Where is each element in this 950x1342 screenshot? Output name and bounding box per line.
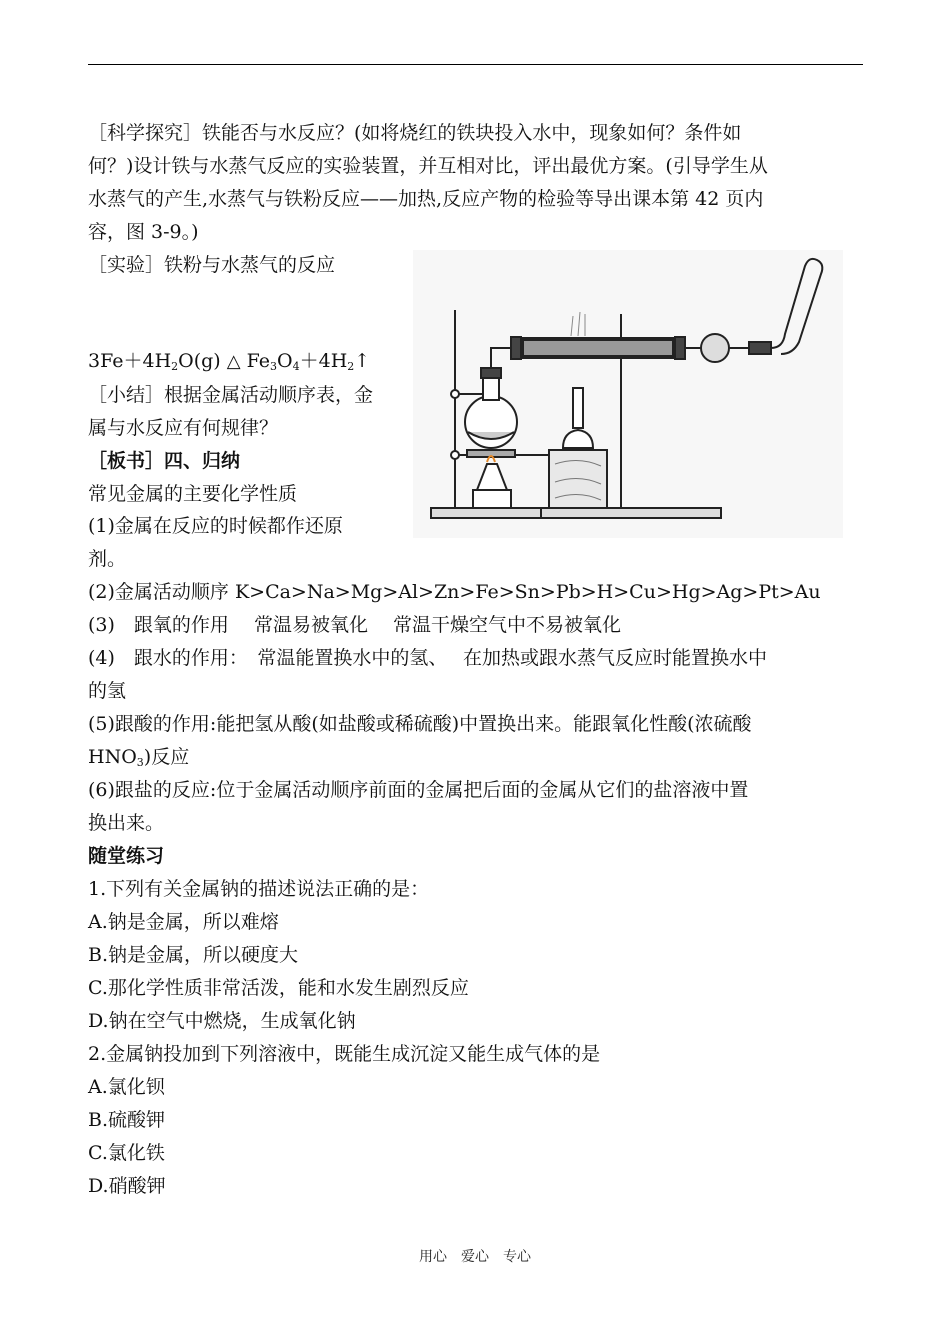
property-6-line-2: 换出来。 [88,812,165,834]
header-rule [88,64,863,65]
property-5-line-1: (5)跟酸的作用:能把氢从酸(如盐酸或稀硫酸)中置换出来。能跟氧化性酸(浓硫酸 [88,713,752,735]
property-5-line-2: $HNO_3$)反应 [88,746,190,769]
property-2: (2)金属活动顺序 K>Ca>Na>Mg>Al>Zn>Fe>Sn>Pb>H>Cu>Hg>Ag>Pt>Au [88,581,821,603]
board-heading: ［板书］四、归纳 [88,450,241,472]
summary-line-2: 属与水反应有何规律？ [88,417,279,439]
iron-steam-apparatus-figure [413,250,843,538]
question-1-stem: 1.下列有关金属钠的描述说法正确的是： [88,878,430,900]
question-1-option-d: D.钠在空气中燃烧，生成氧化钠 [88,1010,356,1032]
property-1-line-2: 剂。 [88,548,127,570]
property-3: (3) 跟氧的作用 常温易被氧化 常温干燥空气中不易被氧化 [88,614,621,636]
question-1-option-b: B.钠是金属，所以硬度大 [88,944,299,966]
property-4-line-1: (4) 跟水的作用： 常温能置换水中的氢、 在加热或跟水蒸气反应时能置换水中 [88,647,767,669]
property-1-line-1: (1)金属在反应的时候都作还原 [88,515,343,537]
heat-condition-icon: △ [226,351,241,372]
question-2-option-a: A.氯化钡 [88,1076,165,1098]
inquiry-line-1: ［科学探究］铁能否与水反应？(如将烧红的铁块投入水中，现象如何？条件如 [88,122,742,144]
property-6-line-1: (6)跟盐的反应:位于金属活动顺序前面的金属把后面的金属从它们的盐溶液中置 [88,779,749,801]
inquiry-line-3: 水蒸气的产生,水蒸气与铁粉反应——加热,反应产物的检验等导出课本第 42 页内 [88,188,764,210]
board-intro: 常见金属的主要化学性质 [88,483,298,505]
property-4-line-2: 的氢 [88,680,127,702]
question-2-option-d: D.硝酸钾 [88,1175,166,1197]
experiment-title: ［实验］铁粉与水蒸气的反应 [88,254,336,276]
inquiry-line-2: 何？)设计铁与水蒸气反应的实验装置，并互相对比，评出最优方案。(引导学生从 [88,155,768,177]
question-2-option-b: B.硫酸钾 [88,1109,166,1131]
inquiry-line-4: 容，图 3-9。) [88,221,199,243]
summary-line-1: ［小结］根据金属活动顺序表，金 [88,384,374,406]
page-footer: 用心 爱心 专心 [419,1249,531,1265]
reaction-equation: $3Fe+4H_2O(g)$ △ $Fe_3O_4+4H_2↑$ [88,350,371,373]
practice-heading: 随堂练习 [88,845,165,867]
question-1-option-a: A.钠是金属，所以难熔 [88,911,279,933]
question-2-stem: 2.金属钠投加到下列溶液中，既能生成沉淀又能生成气体的是 [88,1043,601,1065]
question-1-option-c: C.那化学性质非常活泼，能和水发生剧烈反应 [88,977,469,999]
question-2-option-c: C.氯化铁 [88,1142,165,1164]
